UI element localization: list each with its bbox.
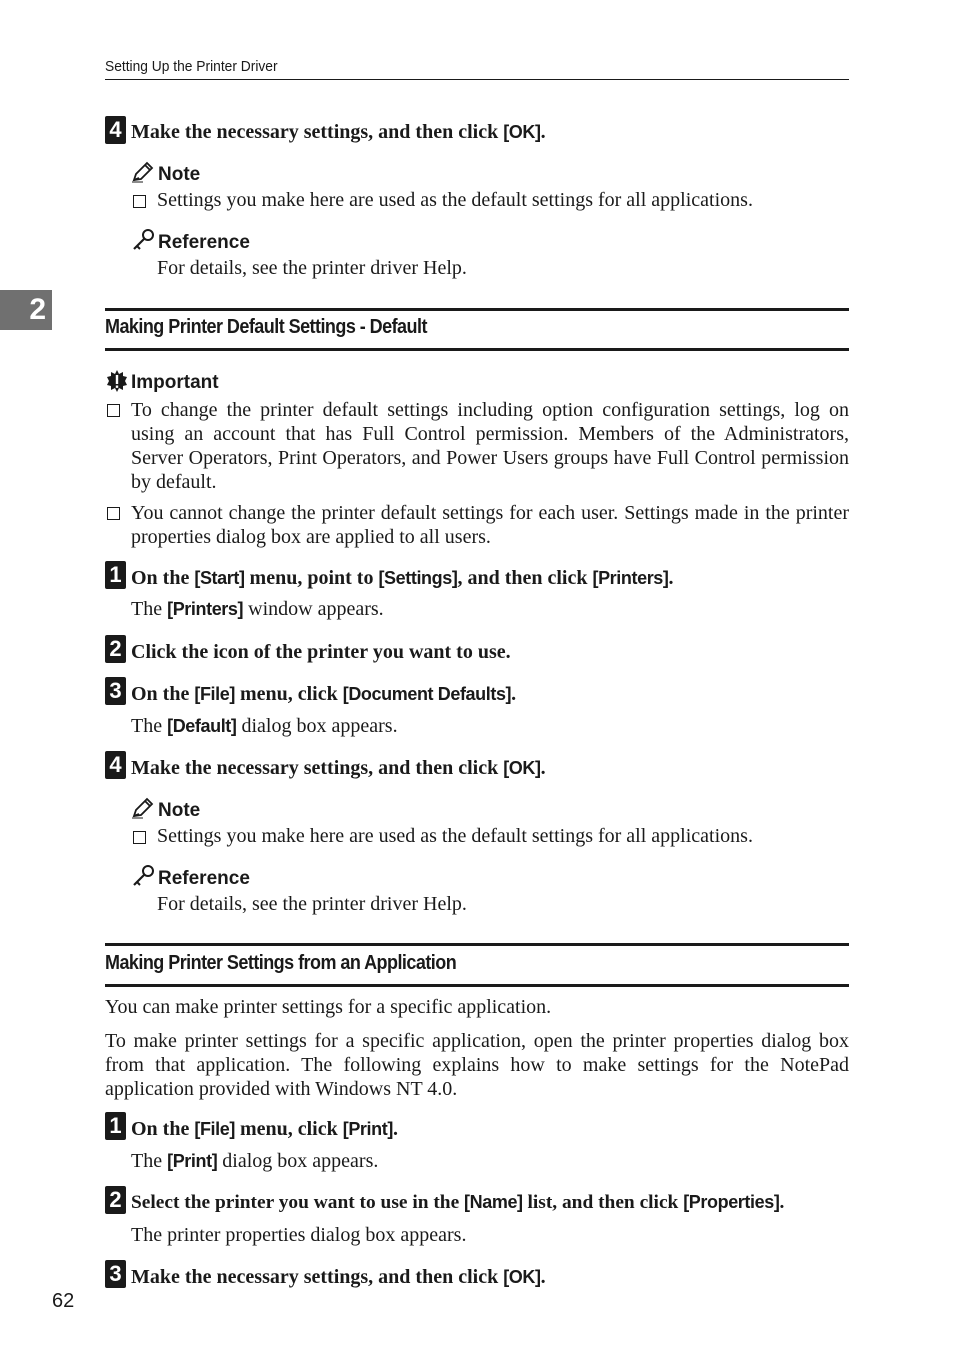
step-instruction: Make the necessary settings, and then click [OK]. (131, 757, 546, 779)
section-rule-bottom (105, 348, 849, 351)
checkbox-bullet (107, 507, 120, 520)
important-icon (105, 369, 129, 393)
step-instruction: Click the icon of the printer you want to use. (131, 641, 511, 663)
important-item: You cannot change the printer default settings for each user. Settings made in the printer properties dialog box are applied to all users. (131, 502, 849, 548)
step-instruction: Make the necessary settings, and then click [OK]. (131, 121, 546, 143)
reference-text: For details, see the printer driver Help. (157, 893, 467, 915)
step-instruction: On the [File] menu, click [Print]. (131, 1118, 398, 1140)
step-number: 4 (105, 751, 126, 779)
step-result: The printer properties dialog box appears. (131, 1224, 467, 1246)
important-label: Important (131, 372, 219, 393)
step-instruction: Select the printer you want to use in the [Name] list, and then click [Properties]. (131, 1192, 785, 1213)
key-icon (131, 228, 155, 252)
step-number: 4 (105, 116, 126, 144)
section-title: Making Printer Settings from an Application (105, 952, 457, 974)
note-text: Settings you make here are used as the default settings for all applications. (157, 189, 753, 211)
checkbox-bullet (107, 404, 120, 417)
note-label: Note (158, 800, 201, 821)
page-number: 62 (52, 1290, 75, 1312)
reference-label: Reference (158, 868, 250, 889)
note-label: Note (158, 164, 201, 185)
reference-label: Reference (158, 232, 250, 253)
note-text: Settings you make here are used as the default settings for all applications. (157, 825, 753, 847)
important-item: To change the printer default settings including option configuration settings, log on using an account that has Full Control permission. Members of the Administrators, Server Operators, Print Operators, and Power Users groups have Full Control permission by default. (131, 399, 849, 493)
reference-text: For details, see the printer driver Help. (157, 257, 467, 279)
pencil-icon (131, 796, 155, 820)
intro-paragraph: You can make printer settings for a specific application. (105, 996, 552, 1018)
step-instruction: On the [Start] menu, point to [Settings], and then click [Printers]. (131, 567, 674, 589)
step-instruction: Make the necessary settings, and then click [OK]. (131, 1266, 546, 1288)
pencil-icon (131, 160, 155, 184)
step-number: 3 (105, 1260, 126, 1288)
section-title: Making Printer Default Settings - Default (105, 316, 427, 338)
chapter-tab: 2 (0, 290, 52, 330)
step-number: 1 (105, 561, 126, 589)
section-rule-top (105, 943, 849, 946)
step-number: 1 (105, 1112, 126, 1140)
section-rule-top (105, 308, 849, 311)
header-rule (105, 79, 849, 80)
step-result: The [Print] dialog box appears. (131, 1150, 379, 1172)
section-rule-bottom (105, 984, 849, 987)
checkbox-bullet (133, 831, 146, 844)
step-result: The [Default] dialog box appears. (131, 715, 398, 737)
key-icon (131, 864, 155, 888)
checkbox-bullet (133, 195, 146, 208)
step-number: 3 (105, 677, 126, 705)
step-instruction: On the [File] menu, click [Document Defaults]. (131, 683, 517, 705)
step-number: 2 (105, 1186, 126, 1214)
step-result: The [Printers] window appears. (131, 598, 384, 620)
running-header: Setting Up the Printer Driver (105, 58, 278, 75)
intro-paragraph: To make printer settings for a specific application, open the printer properties dialog box from that application. The following explains how to make settings for the NotePad application provided with Windows NT 4.0. (105, 1030, 849, 1100)
step-number: 2 (105, 635, 126, 663)
